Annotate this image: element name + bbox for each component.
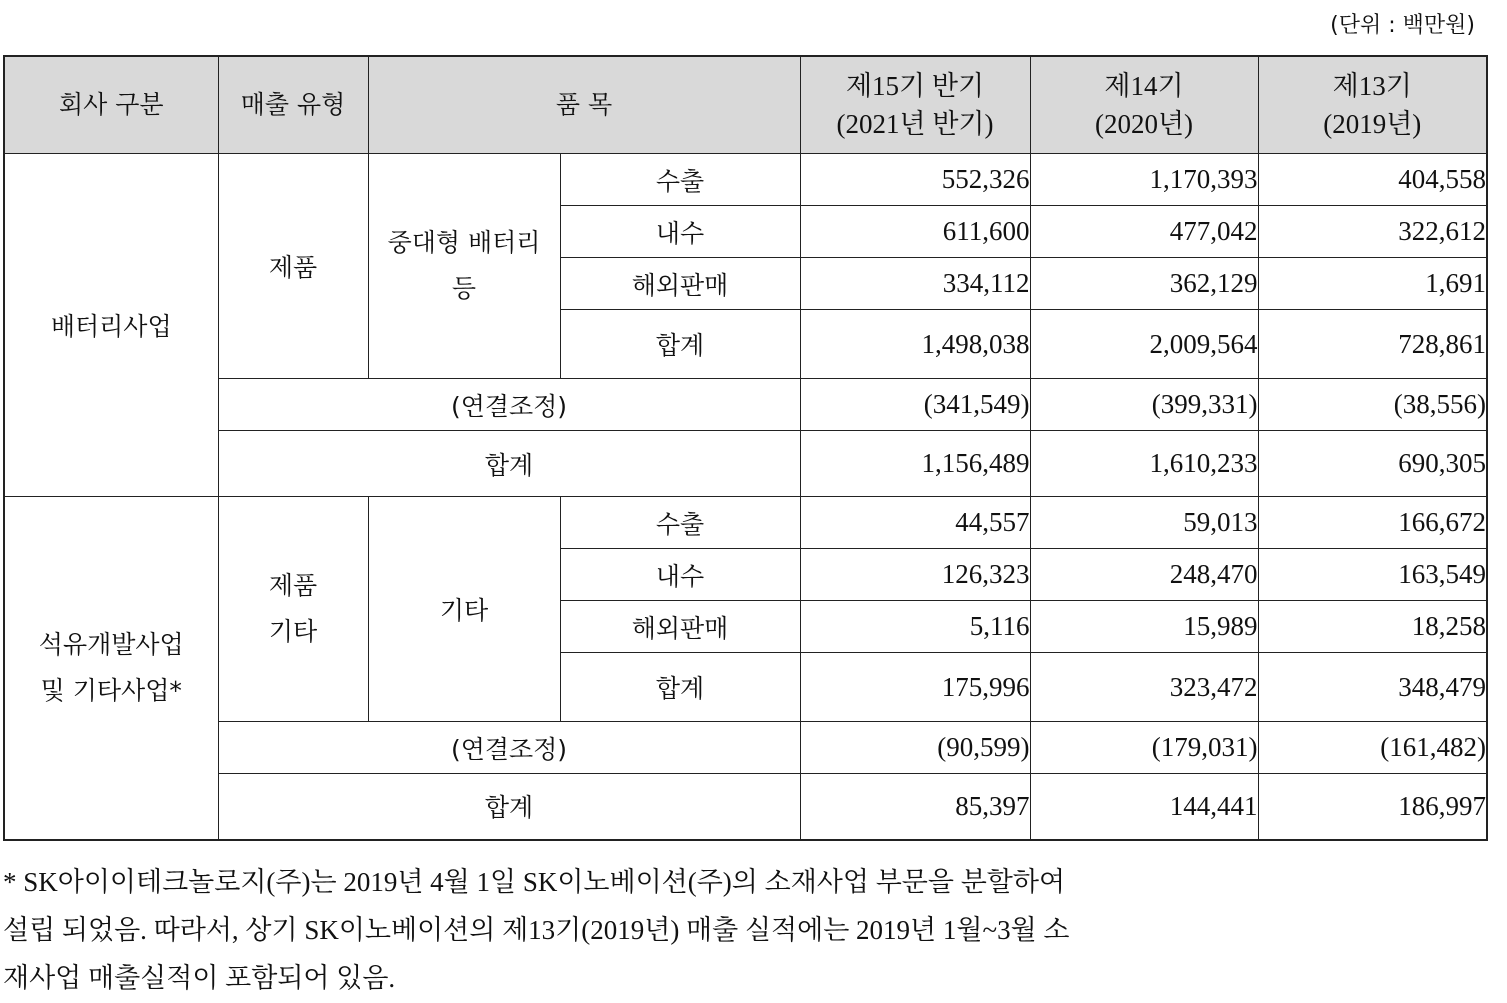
value-cell: 323,472: [1030, 653, 1258, 722]
value-cell: 552,326: [800, 154, 1030, 206]
company-petroleum-line1: 석유개발사업: [38, 629, 184, 659]
adjustment-row: [4, 722, 1487, 774]
value-cell: 59,013: [1030, 497, 1258, 549]
value-cell: 348,479: [1258, 653, 1487, 722]
company-petroleum-line2: 및 기타사업*: [40, 675, 182, 705]
header-period-13-line2: (2019년): [1323, 109, 1422, 139]
row-label: 해외판매: [560, 601, 800, 653]
value-cell: 404,558: [1258, 154, 1487, 206]
value-cell: (341,549): [800, 379, 1030, 431]
value-cell: 85,397: [800, 774, 1030, 840]
row-label: 수출: [560, 154, 800, 206]
header-company: 회사 구분: [4, 56, 218, 154]
value-cell: 1,170,393: [1030, 154, 1258, 206]
value-cell: (399,331): [1030, 379, 1258, 431]
value-cell: 728,861: [1258, 310, 1487, 379]
table-row: [4, 154, 1487, 206]
value-cell: 334,112: [800, 258, 1030, 310]
subtotal-label: 합계: [218, 774, 800, 840]
value-cell: 1,498,038: [800, 310, 1030, 379]
value-cell: 126,323: [800, 549, 1030, 601]
item-petroleum: 기타: [368, 497, 560, 722]
value-cell: 248,470: [1030, 549, 1258, 601]
value-cell: 186,997: [1258, 774, 1487, 840]
table-row: [4, 497, 1487, 549]
value-cell: (90,599): [800, 722, 1030, 774]
header-sales-type: 매출 유형: [218, 56, 368, 154]
value-cell: (161,482): [1258, 722, 1487, 774]
header-period-14: [1030, 56, 1258, 154]
adjustment-row: [4, 379, 1487, 431]
item-battery: [368, 154, 560, 379]
header-period-15-line2: (2021년 반기): [836, 109, 994, 139]
value-cell: 163,549: [1258, 549, 1487, 601]
company-petroleum: [4, 497, 218, 840]
value-cell: (38,556): [1258, 379, 1487, 431]
header-period-14-line2: (2020년): [1094, 109, 1194, 139]
footnote-line-1: * SK아이이테크놀로지(주)는 2019년 4월 1일 SK이노베이션(주)의 소재사업 부문을 분할하여: [3, 867, 1066, 897]
value-cell: 322,612: [1258, 206, 1487, 258]
value-cell: 611,600: [800, 206, 1030, 258]
value-cell: 690,305: [1258, 431, 1487, 497]
item-battery-line1: 중대형 배터리: [387, 228, 541, 257]
value-cell: 1,691: [1258, 258, 1487, 310]
footnote-line-3: 재사업 매출실적이 포함되어 있음.: [3, 963, 396, 993]
value-cell: 477,042: [1030, 206, 1258, 258]
header-period-15: [800, 56, 1030, 154]
subtotal-label: 합계: [218, 431, 800, 497]
sales-type-petroleum: [218, 497, 368, 722]
header-period-15-line1: 제15기 반기: [845, 71, 985, 101]
value-cell: 1,610,233: [1030, 431, 1258, 497]
value-cell: 5,116: [800, 601, 1030, 653]
footnote-line-2: 설립 되었음. 따라서, 상기 SK이노베이션의 제13기(2019년) 매출 실적에는 2019년 1월~3월 소: [3, 915, 1070, 945]
subtotal-row: [4, 431, 1487, 497]
header-item: 품 목: [368, 56, 800, 154]
header-row: [4, 56, 1487, 154]
value-cell: 15,989: [1030, 601, 1258, 653]
value-cell: (179,031): [1030, 722, 1258, 774]
row-label: 내수: [560, 549, 800, 601]
sales-type-petroleum-line1: 제품: [268, 571, 318, 600]
footnote: [3, 858, 1253, 1002]
header-period-13-line1: 제13기: [1332, 71, 1412, 101]
row-label: 합계: [560, 310, 800, 379]
value-cell: 2,009,564: [1030, 310, 1258, 379]
value-cell: 144,441: [1030, 774, 1258, 840]
value-cell: 44,557: [800, 497, 1030, 549]
header-period-14-line1: 제14기: [1104, 71, 1184, 101]
company-battery: 배터리사업: [4, 154, 218, 497]
row-label: 해외판매: [560, 258, 800, 310]
header-period-13: [1258, 56, 1487, 154]
sales-type-battery: 제품: [218, 154, 368, 379]
unit-label: (단위 : 백만원): [1330, 13, 1475, 38]
value-cell: 362,129: [1030, 258, 1258, 310]
row-label: 합계: [560, 653, 800, 722]
value-cell: 175,996: [800, 653, 1030, 722]
row-label: 내수: [560, 206, 800, 258]
subtotal-row: [4, 774, 1487, 840]
item-battery-line2: 등: [451, 274, 477, 303]
adjustment-label: (연결조정): [218, 722, 800, 774]
sales-type-petroleum-line2: 기타: [268, 617, 318, 646]
value-cell: 18,258: [1258, 601, 1487, 653]
adjustment-label: (연결조정): [218, 379, 800, 431]
sales-table: [3, 55, 1488, 841]
value-cell: 166,672: [1258, 497, 1487, 549]
value-cell: 1,156,489: [800, 431, 1030, 497]
row-label: 수출: [560, 497, 800, 549]
